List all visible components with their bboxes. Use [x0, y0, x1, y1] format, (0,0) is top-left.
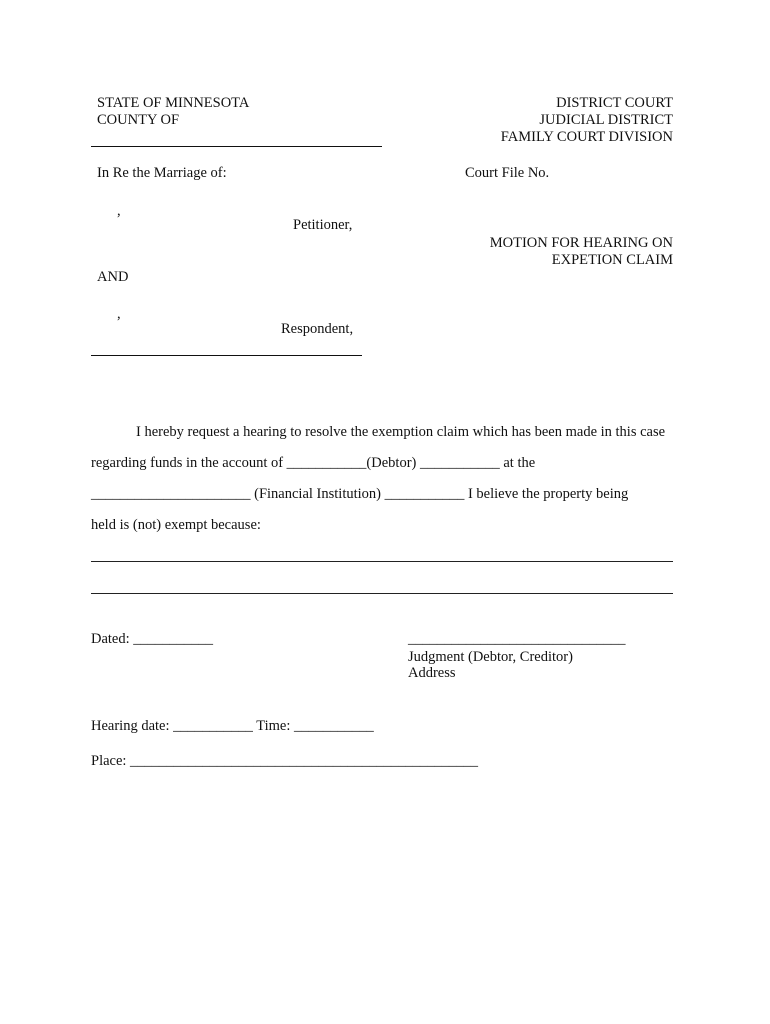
caption-underline [91, 355, 362, 356]
county-label: COUNTY OF [97, 112, 180, 128]
signature-line: ______________________________ [408, 631, 626, 647]
hearing-place: Place: ________________________________________________ [91, 753, 479, 769]
state-label: STATE OF MINNESOTA [97, 95, 250, 111]
respondent-name-blank: , [117, 306, 121, 322]
reason-line-2 [91, 593, 673, 594]
body-line-4: held is (not) exempt because: [91, 517, 261, 533]
court-label: DISTRICT COURT [556, 95, 673, 111]
body-line-2: regarding funds in the account of ___________(Debtor) ___________ at the [91, 455, 536, 471]
division-label: FAMILY COURT DIVISION [500, 129, 673, 145]
address-label: Address [408, 665, 456, 681]
motion-title-line2: EXPETION CLAIM [551, 252, 673, 268]
party-label: Judgment (Debtor, Creditor) [408, 649, 573, 665]
body-line-1: I hereby request a hearing to resolve the exemption claim which has been made in this case [136, 424, 666, 440]
petitioner-label: Petitioner, [293, 217, 353, 233]
petitioner-name-blank: , [117, 203, 121, 219]
court-file-label: Court File No. [465, 165, 550, 181]
reason-line-1 [91, 561, 673, 562]
respondent-label: Respondent, [281, 321, 354, 337]
hearing-date-time: Hearing date: ___________ Time: ___________ [91, 718, 374, 734]
and-label: AND [97, 269, 129, 285]
dated-field: Dated: ___________ [91, 631, 214, 647]
district-label: JUDICIAL DISTRICT [539, 112, 673, 128]
in-re-label: In Re the Marriage of: [97, 165, 227, 181]
motion-title-line1: MOTION FOR HEARING ON [489, 235, 673, 251]
body-line-3: ______________________ (Financial Institution) ___________ I believe the property being [91, 486, 629, 502]
county-underline [91, 146, 382, 147]
